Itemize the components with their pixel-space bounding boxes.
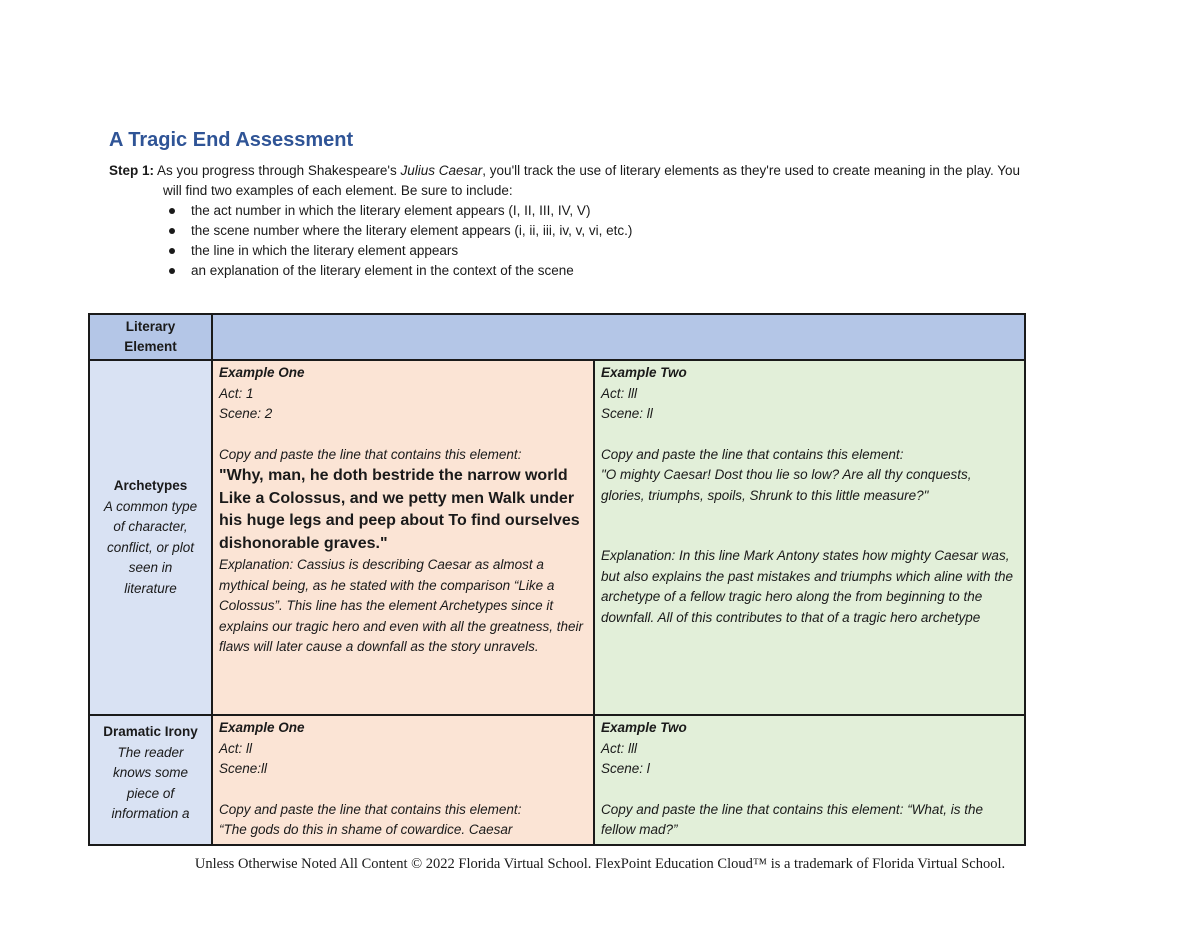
instructions-line-1 (109, 161, 1094, 181)
copy-prompt: Copy and paste the line that contains this element: (219, 446, 522, 462)
copy-prompt-and-quote: Copy and paste the line that contains this element: “What, is the fellow mad?” (601, 801, 983, 837)
page-title: A Tragic End Assessment (109, 129, 354, 151)
instructions (109, 161, 1094, 281)
step-text-after: , you'll track the use of literary elements as they're used to create meaning in the play. You (482, 163, 1021, 178)
explanation-text: Explanation: In this line Mark Antony states how mighty Caesar was, but also explains the past mistakes and triumphs which aline with the archetype of a fellow tragic hero along the from beginning to the downfall. All of this contributes to that of a tragic hero archetype (601, 548, 1013, 625)
quote-text: “The gods do this in shame of cowardice. Caesar (219, 822, 513, 837)
scene-value: Scene: ll (601, 406, 653, 421)
table-header-row (89, 314, 1025, 360)
instructions-line-2: will find two examples of each element. Be sure to include: (163, 183, 513, 198)
play-title: Julius Caesar (400, 163, 483, 178)
copy-prompt: Copy and paste the line that contains this element: (219, 801, 522, 817)
example-one-cell[interactable] (212, 360, 594, 715)
copyright-footer: Unless Otherwise Noted All Content © 2022 Florida Virtual School. FlexPoint Education Cloud™ is a trademark of Florida Virtual School. (194, 856, 1006, 872)
example-two-cell[interactable] (594, 715, 1025, 845)
element-name: Archetypes (113, 478, 188, 493)
scene-value: Scene:ll (219, 761, 268, 776)
quote-text: "O mighty Caesar! Dost thou lie so low? Are all thy conquests, glories, triumphs, spoils, Shrunk to this little measure?" (601, 467, 972, 503)
header-blank (212, 314, 1025, 360)
scene-value: Scene: 2 (219, 406, 273, 421)
explanation-text: Explanation: Cassius is describing Caesar as almost a mythical being, as he stated with the comparison “Like a Colossus”. This line has the element Archetypes since it explains our tragic hero and even with all the greatness, their flaws will later cause a downfall as the story unravels. (219, 557, 583, 654)
step-text-before: As you progress through Shakespeare's (154, 163, 401, 178)
scene-value: Scene: l (601, 761, 650, 776)
bullet-icon (169, 208, 175, 214)
copy-prompt: Copy and paste the line that contains this element: (601, 446, 904, 462)
example-heading: Example Two (601, 365, 687, 380)
bullet-icon (169, 228, 175, 234)
element-cell: Archetypes A common type of character, conflict, or plot seen in literature (89, 360, 212, 715)
bullet-icon (169, 248, 175, 254)
example-heading: Example Two (601, 720, 687, 735)
step-label: Step 1: (109, 163, 155, 178)
header-literary-element: Literary Element (89, 314, 212, 360)
list-item: the line in which the literary element appears (169, 241, 1094, 261)
quote-text: "Why, man, he doth bestride the narrow world Like a Colossus, and we petty men Walk under his huge legs and peep about To find ourselves dishonorable graves." (219, 467, 580, 552)
act-value: Act: 1 (219, 385, 254, 401)
example-one-cell[interactable] (212, 715, 594, 845)
act-value: Act: ll (219, 740, 253, 756)
list-item: the scene number where the literary element appears (i, ii, iii, iv, v, vi, etc.) (169, 221, 1094, 241)
table-row (89, 715, 1025, 845)
table-row (89, 360, 1025, 715)
list-item: the act number in which the literary element appears (I, II, III, IV, V) (169, 201, 1094, 221)
example-heading: Example One (219, 365, 305, 380)
example-two-cell[interactable] (594, 360, 1025, 715)
bullet-icon (169, 268, 175, 274)
act-value: Act: lll (601, 740, 638, 756)
requirements-list (109, 201, 1094, 281)
element-name: Dramatic Irony (103, 724, 198, 739)
example-heading: Example One (219, 720, 305, 735)
literary-elements-table (88, 313, 1026, 846)
list-item: an explanation of the literary element in the context of the scene (169, 261, 1094, 281)
element-cell: Dramatic Irony The reader knows some piece of information a (89, 715, 212, 845)
act-value: Act: lll (601, 385, 638, 401)
